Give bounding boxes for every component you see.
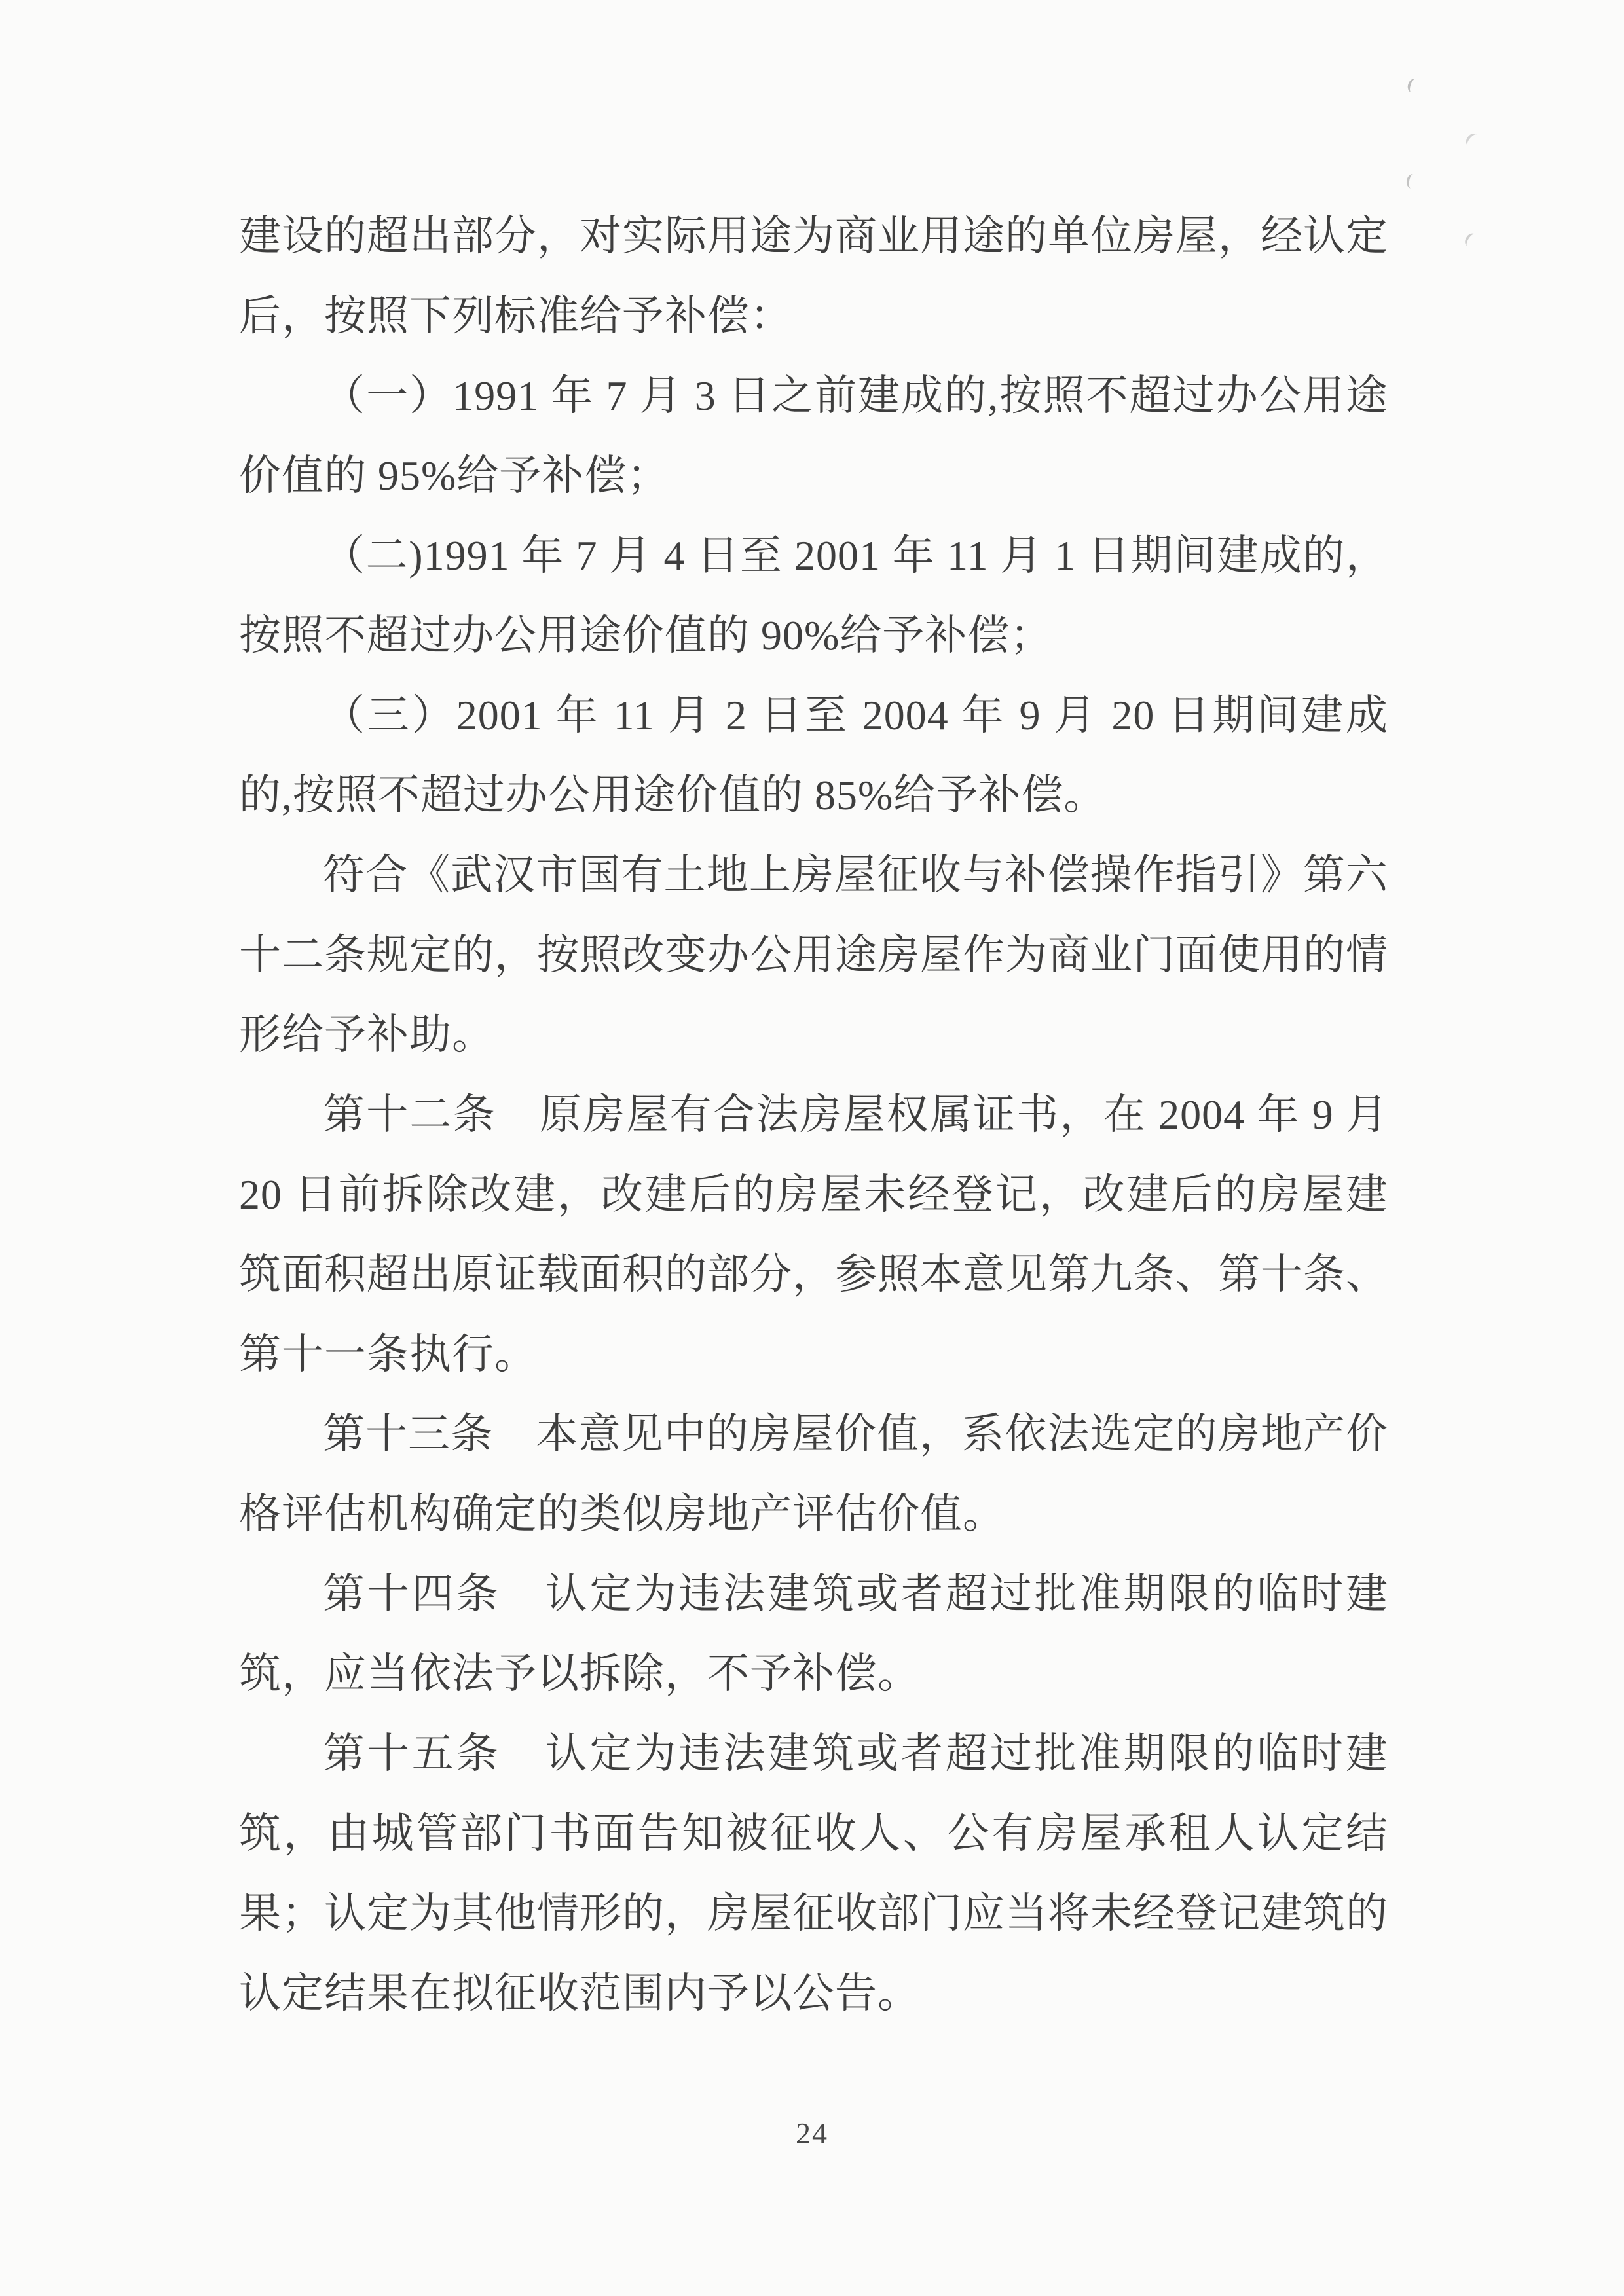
paragraph xyxy=(239,1075,1388,1394)
page-footer xyxy=(0,2116,1624,2151)
scan-speckle xyxy=(1406,77,1421,94)
paragraph-text: 第十四条 认定为违法建筑或者超过批准期限的临时建筑，应当依法予以拆除，不予补偿。 xyxy=(239,1571,1388,1697)
paragraph xyxy=(239,835,1388,1075)
paragraph xyxy=(239,196,1388,356)
paragraph-text: 建设的超出部分，对实际用途为商业用途的单位房屋，经认定后，按照下列标准给予补偿： xyxy=(239,213,1388,339)
document-body xyxy=(239,196,1388,2033)
paragraph xyxy=(239,1394,1388,1554)
paragraph xyxy=(239,1714,1388,2033)
paragraph-text: （一）1991 年 7 月 3 日之前建成的,按照不超过办公用途价值的 95%给予补偿； xyxy=(239,373,1388,499)
paragraph-text: 第十二条 原房屋有合法房屋权属证书，在 2004 年 9 月 20 日前拆除改建，改建后的房屋未经登记，改建后的房屋建筑面积超出原证载面积的部分，参照本意见第九条、第十条、第十一条执行。 xyxy=(239,1091,1388,1377)
paragraph xyxy=(239,1554,1388,1714)
paragraph-text: （二)1991 年 7 月 4 日至 2001 年 11 月 1 日期间建成的，按照不超过办公用途价值的 90%给予补偿； xyxy=(239,532,1388,659)
paragraph xyxy=(239,516,1388,676)
paragraph-text: （三）2001 年 11 月 2 日至 2004 年 9 月 20 日期间建成的,按照不超过办公用途价值的 85%给予补偿。 xyxy=(239,692,1388,818)
scan-speckle xyxy=(1464,131,1481,149)
scan-speckle xyxy=(1405,173,1419,190)
page-number: 24 xyxy=(796,2117,828,2150)
paragraph-text: 第十五条 认定为违法建筑或者超过批准期限的临时建筑，由城管部门书面告知被征收人、公有房屋承租人认定结果；认定为其他情形的，房屋征收部门应当将未经登记建筑的认定结果在拟征收范围内予以公告。 xyxy=(239,1730,1388,2016)
paragraph-text: 第十三条 本意见中的房屋价值，系依法选定的房地产价格评估机构确定的类似房地产评估价值。 xyxy=(239,1411,1388,1537)
paragraph xyxy=(239,676,1388,835)
paragraph xyxy=(239,356,1388,516)
scan-speckle xyxy=(1462,231,1479,249)
paragraph-text: 符合《武汉市国有土地上房屋征收与补偿操作指引》第六十二条规定的，按照改变办公用途房屋作为商业门面使用的情形给予补助。 xyxy=(239,852,1388,1058)
